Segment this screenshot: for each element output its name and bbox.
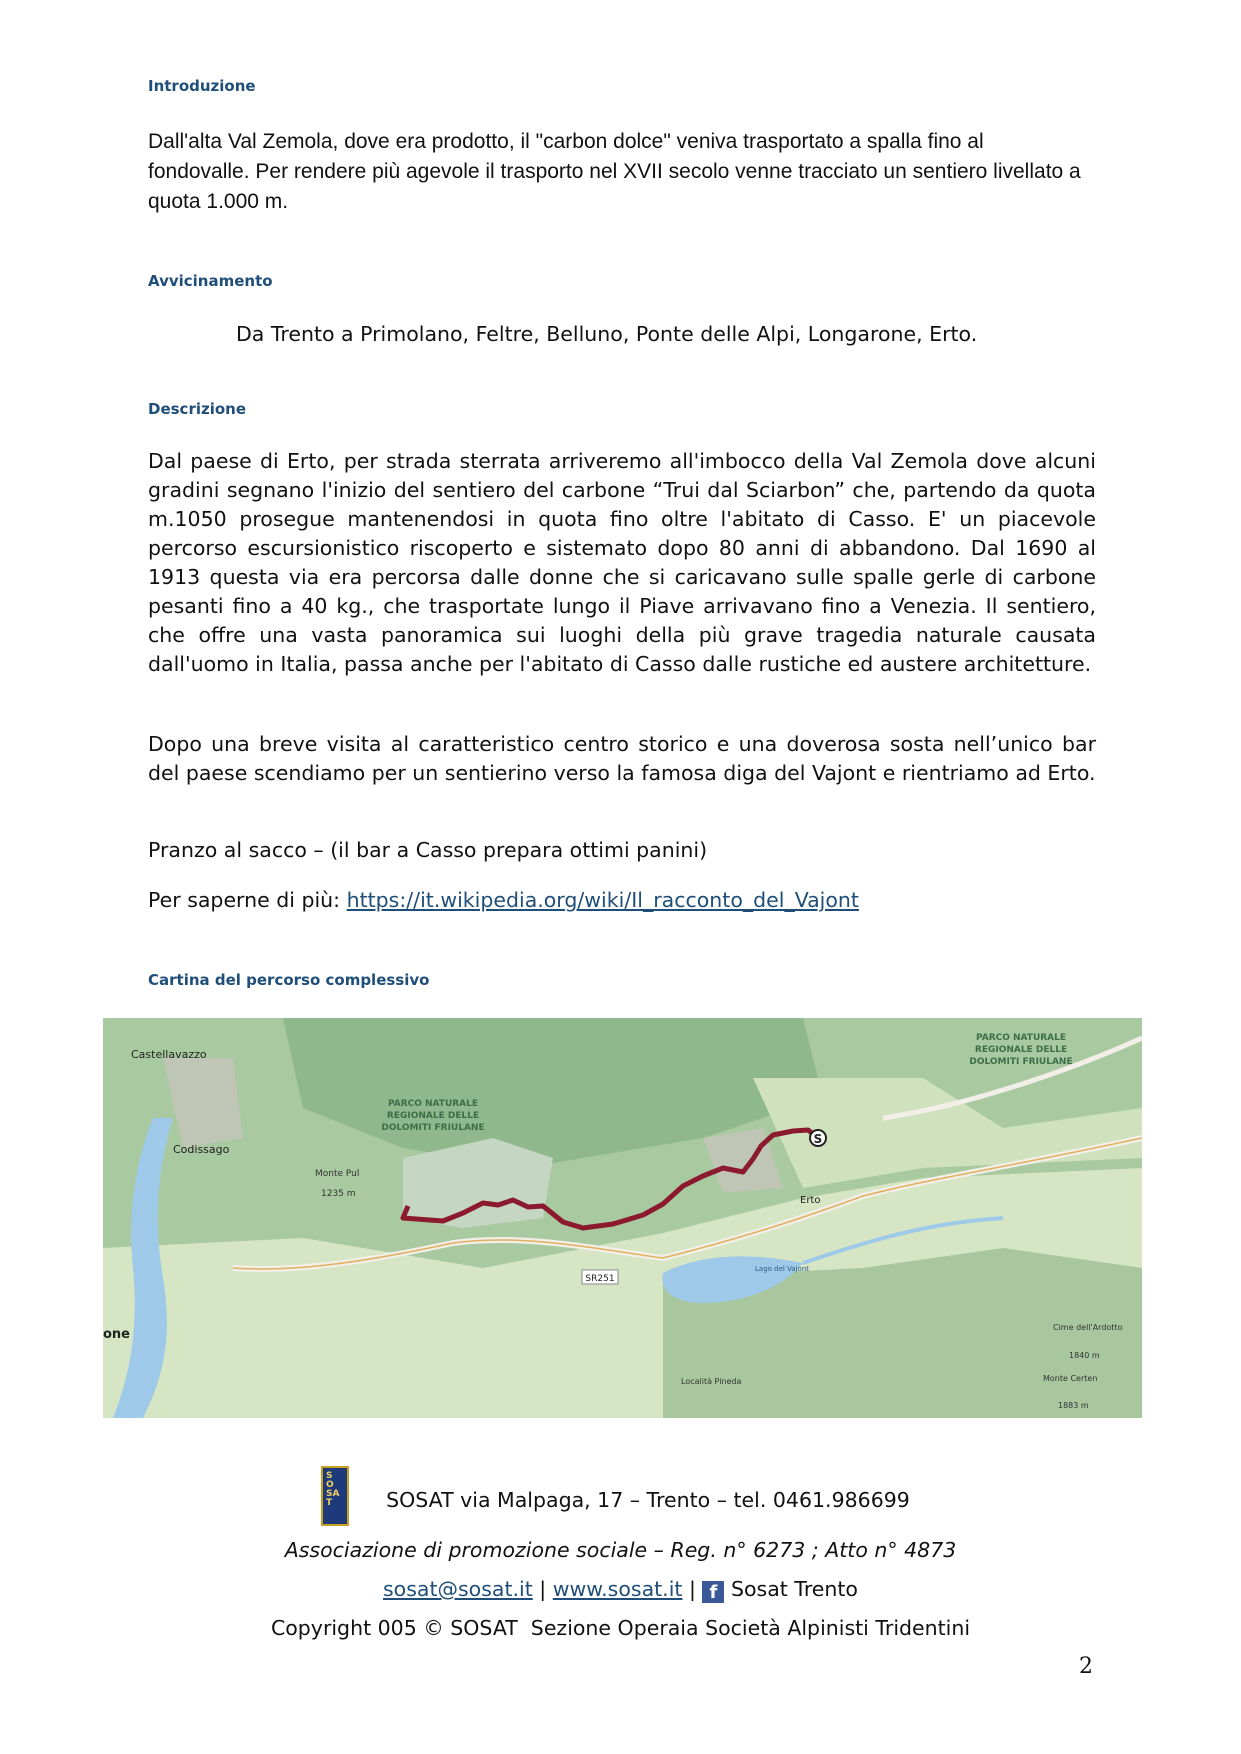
map-label-monte-certen: Monte Certen	[1043, 1374, 1098, 1383]
map-label-sr251: SR251	[585, 1274, 615, 1284]
more-info-line	[148, 886, 1096, 915]
footer-address: SOSAT via Malpaga, 17 – Trento – tel. 0461.986699	[386, 1488, 910, 1512]
map-label-pineda: Località Pineda	[681, 1377, 742, 1386]
more-info-label: Per saperne di più:	[148, 888, 347, 912]
map-label-park-center-1: PARCO NATURALE	[387, 1099, 479, 1109]
map-label-cime-ardotto: Cime dell'Ardotto	[1053, 1323, 1123, 1332]
page-number: 2	[1079, 1654, 1093, 1679]
wikipedia-link[interactable]: https://it.wikipedia.org/wiki/Il_racconto_del_Vajont	[346, 888, 859, 912]
map-label-monte-pul: Monte Pul	[315, 1169, 360, 1179]
map-label-lake: Lago del Vajont	[755, 1265, 810, 1273]
footer-copyright: Copyright 005 © SOSAT Sezione Operaia Società Alpinisti Tridentini	[270, 1616, 971, 1640]
website-link[interactable]: www.sosat.it	[552, 1577, 683, 1601]
footer-contacts	[0, 1577, 1241, 1603]
map-label-castellavazzo: Castellavazzo	[131, 1048, 207, 1061]
approach-paragraph: Da Trento a Primolano, Feltre, Belluno, Ponte delle Alpi, Longarone, Erto.	[236, 322, 978, 346]
map-label-ardotto-alt: 1840 m	[1069, 1351, 1100, 1360]
sosat-logo-text: SOSAT	[326, 1471, 340, 1508]
map-label-one: one	[103, 1327, 131, 1342]
separator: |	[688, 1577, 696, 1601]
heading-descrizione: Descrizione	[148, 400, 247, 418]
map-label-park-center-2: REGIONALE DELLE	[386, 1111, 480, 1121]
map-label-park-right-1: PARCO NATURALE	[975, 1033, 1067, 1043]
description-paragraph-1: Dal paese di Erto, per strada sterrata arriveremo all'imbocco della Val Zemola dove alcuni gradini segnano l'inizio del sentiero del carbone “Trui dal Sciarbon” che, partendo da quota m.1050 prosegue mantenendosi in quota fino oltre l'abitato di Casso. E' un piacevole percorso escursionistico riscoperto e sistemato dopo 80 anni di abbandono. Dal 1690 al 1913 questa via era percorsa dalle donne che si caricavano sulle spalle gerle di carbone pesanti fino a 40 kg., che trasportate lungo il Piave arrivavano fino a Venezia. Il sentiero, che offre una vasta panoramica sui luoghi della più grave tragedia naturale causata dall'uomo in Italia, passa anche per l'abitato di Casso dalle rustiche ed austere architetture.	[148, 449, 1096, 676]
map-label-certen-alt: 1883 m	[1058, 1401, 1089, 1410]
facebook-label[interactable]: Sosat Trento	[730, 1577, 858, 1601]
map-label-codissago: Codissago	[173, 1143, 230, 1156]
description-paragraph-3: Pranzo al sacco – (il bar a Casso prepara ottimi panini)	[148, 838, 708, 862]
heading-introduzione: Introduzione	[148, 77, 256, 95]
separator: |	[539, 1577, 547, 1601]
start-marker-letter: S	[813, 1132, 823, 1146]
map-label-monte-pul-alt: 1235 m	[321, 1189, 356, 1199]
heading-cartina: Cartina del percorso complessivo	[148, 971, 430, 989]
facebook-icon[interactable]: f	[702, 1581, 724, 1603]
route-map	[103, 1018, 1142, 1418]
footer-association: Associazione di promozione sociale – Reg. n° 6273 ; Atto n° 4873	[284, 1538, 957, 1562]
map-label-park-right-3: DOLOMITI FRIULANE	[969, 1057, 1073, 1067]
map-label-erto: Erto	[800, 1195, 821, 1206]
email-link[interactable]: sosat@sosat.it	[383, 1577, 533, 1601]
map-label-park-center-3: DOLOMITI FRIULANE	[381, 1123, 485, 1133]
heading-avvicinamento: Avvicinamento	[148, 272, 273, 290]
map-label-park-right-2: REGIONALE DELLE	[974, 1045, 1068, 1055]
intro-paragraph: Dall'alta Val Zemola, dove era prodotto, il "carbon dolce" veniva trasportato a spalla fino al fondovalle. Per rendere più agevole il trasporto nel XVII secolo venne tracciato un sentiero livellato a quota 1.000 m.	[148, 130, 1081, 213]
description-paragraph-2: Dopo una breve visita al caratteristico centro storico e una doverosa sosta nell’unico bar del paese scendiamo per un sentierino verso la famosa diga del Vajont e rientriamo ad Erto.	[148, 732, 1096, 785]
